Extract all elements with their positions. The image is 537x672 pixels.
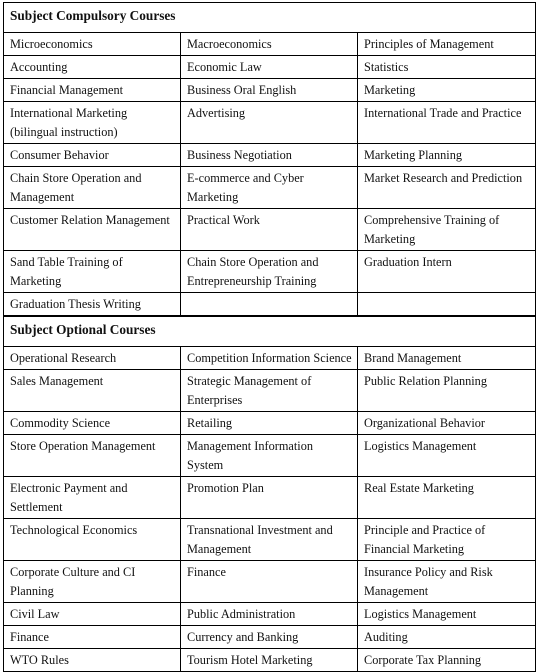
course-cell: Chain Store Operation and Management bbox=[4, 167, 181, 209]
course-cell: E-commerce and Cyber Marketing bbox=[181, 167, 358, 209]
course-cell: Market Research and Prediction bbox=[358, 167, 536, 209]
course-cell: Marketing bbox=[358, 79, 536, 102]
course-cell: Business Negotiation bbox=[181, 144, 358, 167]
course-cell: Operational Research bbox=[4, 347, 181, 370]
course-cell: Competition Information Science bbox=[181, 347, 358, 370]
table-row bbox=[4, 626, 536, 649]
course-cell: Advertising bbox=[181, 102, 358, 144]
course-cell: Accounting bbox=[4, 56, 181, 79]
course-cell: Technological Economics bbox=[4, 519, 181, 561]
course-cell: Microeconomics bbox=[4, 33, 181, 56]
table-row bbox=[4, 293, 536, 316]
course-cell: Corporate Culture and CI Planning bbox=[4, 561, 181, 603]
course-cell: Public Relation Planning bbox=[358, 370, 536, 412]
optional-courses-title: Subject Optional Courses bbox=[4, 317, 536, 347]
table-row bbox=[4, 144, 536, 167]
course-cell: Business Oral English bbox=[181, 79, 358, 102]
course-cell: Graduation Intern bbox=[358, 251, 536, 293]
course-cell: Economic Law bbox=[181, 56, 358, 79]
optional-courses-table bbox=[3, 316, 536, 672]
empty-cell bbox=[181, 293, 358, 316]
table-row bbox=[4, 33, 536, 56]
course-cell: Insurance Policy and Risk Management bbox=[358, 561, 536, 603]
course-cell: Macroeconomics bbox=[181, 33, 358, 56]
course-cell: Commodity Science bbox=[4, 412, 181, 435]
table-row bbox=[4, 167, 536, 209]
course-cell: Brand Management bbox=[358, 347, 536, 370]
table-row bbox=[4, 412, 536, 435]
course-cell: Financial Management bbox=[4, 79, 181, 102]
course-cell: Strategic Management of Enterprises bbox=[181, 370, 358, 412]
course-cell: Comprehensive Training of Marketing bbox=[358, 209, 536, 251]
empty-cell bbox=[358, 293, 536, 316]
course-cell: Statistics bbox=[358, 56, 536, 79]
course-cell: Marketing Planning bbox=[358, 144, 536, 167]
table-row bbox=[4, 649, 536, 672]
table-row bbox=[4, 519, 536, 561]
table-row bbox=[4, 370, 536, 412]
course-cell: Public Administration bbox=[181, 603, 358, 626]
course-cell: Principles of Management bbox=[358, 33, 536, 56]
table-row bbox=[4, 347, 536, 370]
course-cell: Currency and Banking bbox=[181, 626, 358, 649]
table-row bbox=[4, 251, 536, 293]
table-row bbox=[4, 603, 536, 626]
course-cell: Tourism Hotel Marketing bbox=[181, 649, 358, 672]
course-cell: Practical Work bbox=[181, 209, 358, 251]
table-row bbox=[4, 561, 536, 603]
course-cell: Organizational Behavior bbox=[358, 412, 536, 435]
course-cell: Sand Table Training of Marketing bbox=[4, 251, 181, 293]
course-cell: International Marketing (bilingual instruction) bbox=[4, 102, 181, 144]
course-cell: Real Estate Marketing bbox=[358, 477, 536, 519]
course-cell: WTO Rules bbox=[4, 649, 181, 672]
table-row bbox=[4, 209, 536, 251]
course-cell: International Trade and Practice bbox=[358, 102, 536, 144]
course-cell: Consumer Behavior bbox=[4, 144, 181, 167]
course-cell: Management Information System bbox=[181, 435, 358, 477]
course-cell: Auditing bbox=[358, 626, 536, 649]
course-cell: Chain Store Operation and Entrepreneurship Training bbox=[181, 251, 358, 293]
course-cell: Civil Law bbox=[4, 603, 181, 626]
course-cell: Finance bbox=[181, 561, 358, 603]
course-cell: Electronic Payment and Settlement bbox=[4, 477, 181, 519]
table-row bbox=[4, 102, 536, 144]
course-cell: Sales Management bbox=[4, 370, 181, 412]
compulsory-courses-title: Subject Compulsory Courses bbox=[4, 3, 536, 33]
course-cell: Retailing bbox=[181, 412, 358, 435]
table-row bbox=[4, 477, 536, 519]
course-cell: Customer Relation Management bbox=[4, 209, 181, 251]
course-cell: Principle and Practice of Financial Marketing bbox=[358, 519, 536, 561]
compulsory-header-row bbox=[4, 3, 536, 33]
table-row bbox=[4, 56, 536, 79]
table-row bbox=[4, 435, 536, 477]
course-cell: Corporate Tax Planning bbox=[358, 649, 536, 672]
course-cell: Transnational Investment and Management bbox=[181, 519, 358, 561]
optional-header-row bbox=[4, 317, 536, 347]
table-row bbox=[4, 79, 536, 102]
course-cell: Store Operation Management bbox=[4, 435, 181, 477]
course-cell: Logistics Management bbox=[358, 435, 536, 477]
compulsory-courses-table bbox=[3, 2, 536, 316]
course-cell: Logistics Management bbox=[358, 603, 536, 626]
course-cell: Finance bbox=[4, 626, 181, 649]
course-cell: Graduation Thesis Writing bbox=[4, 293, 181, 316]
course-cell: Promotion Plan bbox=[181, 477, 358, 519]
